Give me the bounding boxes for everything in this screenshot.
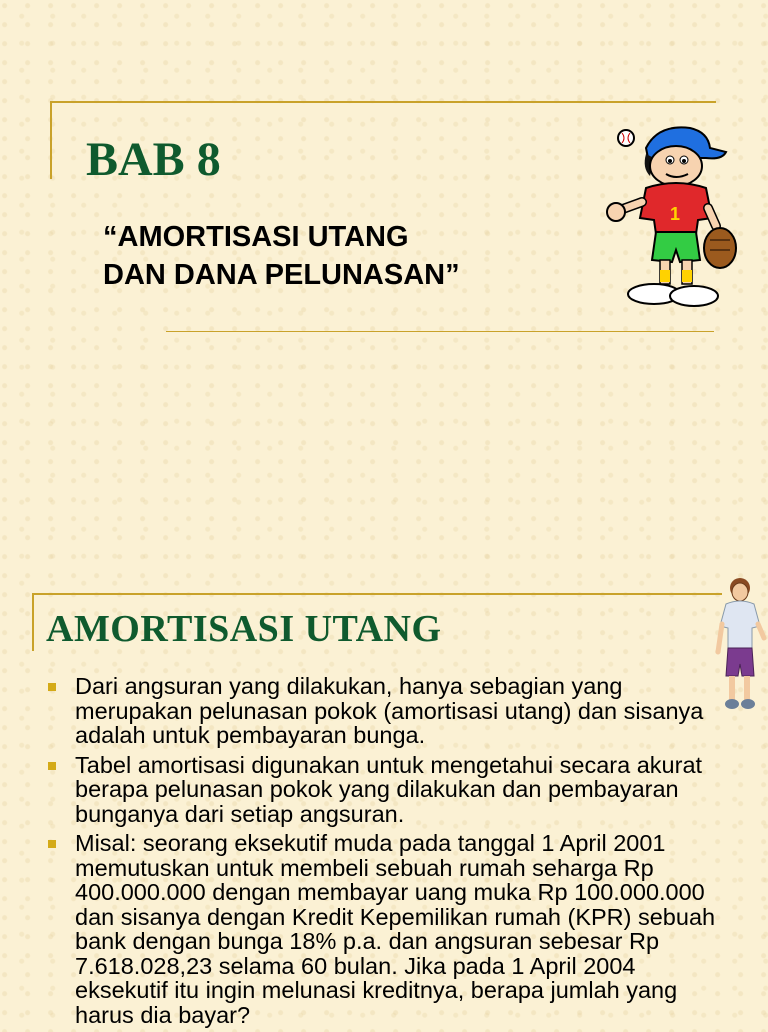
svg-text:1: 1 <box>670 204 681 224</box>
bullet-square-icon <box>48 762 56 770</box>
bullet-item <box>46 831 716 1027</box>
chapter-title: BAB 8 <box>86 133 221 186</box>
section-left-rule <box>32 593 34 651</box>
standing-boy-clipart <box>712 576 768 714</box>
content-slide <box>0 560 768 1028</box>
bottom-rule <box>166 331 714 332</box>
subtitle-line-2: DAN DANA PELUNASAN” <box>103 259 460 291</box>
bullet-square-icon <box>48 683 56 691</box>
bullet-square-icon <box>48 840 56 848</box>
bullet-list <box>46 674 716 1032</box>
bullet-item <box>46 753 716 827</box>
bullet-text: Tabel amortisasi digunakan untuk mengetahui secara akurat berapa pelunasan pokok yang dilakukan dan pembayaran bunganya dari setiap angsuran. <box>75 751 703 827</box>
chapter-subtitle <box>103 218 583 294</box>
top-rule <box>50 101 716 103</box>
baseball-boy-clipart <box>598 118 744 310</box>
bullet-item <box>46 674 716 748</box>
section-title: AMORTISASI UTANG <box>46 608 442 650</box>
bullet-text: Dari angsuran yang dilakukan, hanya sebagian yang merupakan pelunasan pokok (amortisasi utang) dan sisanya adalah untuk pembayaran bunga. <box>75 673 704 748</box>
section-top-rule <box>32 593 722 595</box>
left-rule <box>50 101 52 179</box>
bullet-text: Misal: seorang eksekutif muda pada tanggal 1 April 2001 memutuskan untuk membeli sebuah rumah seharga Rp 400.000.000 dengan membayar uang muka Rp 100.000.000 dan sisanya dengan Kredit Kepemilikan rumah (KPR) sebuah bank dengan bunga 18% p.a. dan angsuran sebesar Rp 7.618.028,23 selama 60 bulan. Jika pada 1 April 2004 eksekutif itu ingin melunasi kreditnya, berapa jumlah yang harus dia bayar? <box>75 830 716 1028</box>
subtitle-line-1: “AMORTISASI UTANG <box>103 221 409 253</box>
